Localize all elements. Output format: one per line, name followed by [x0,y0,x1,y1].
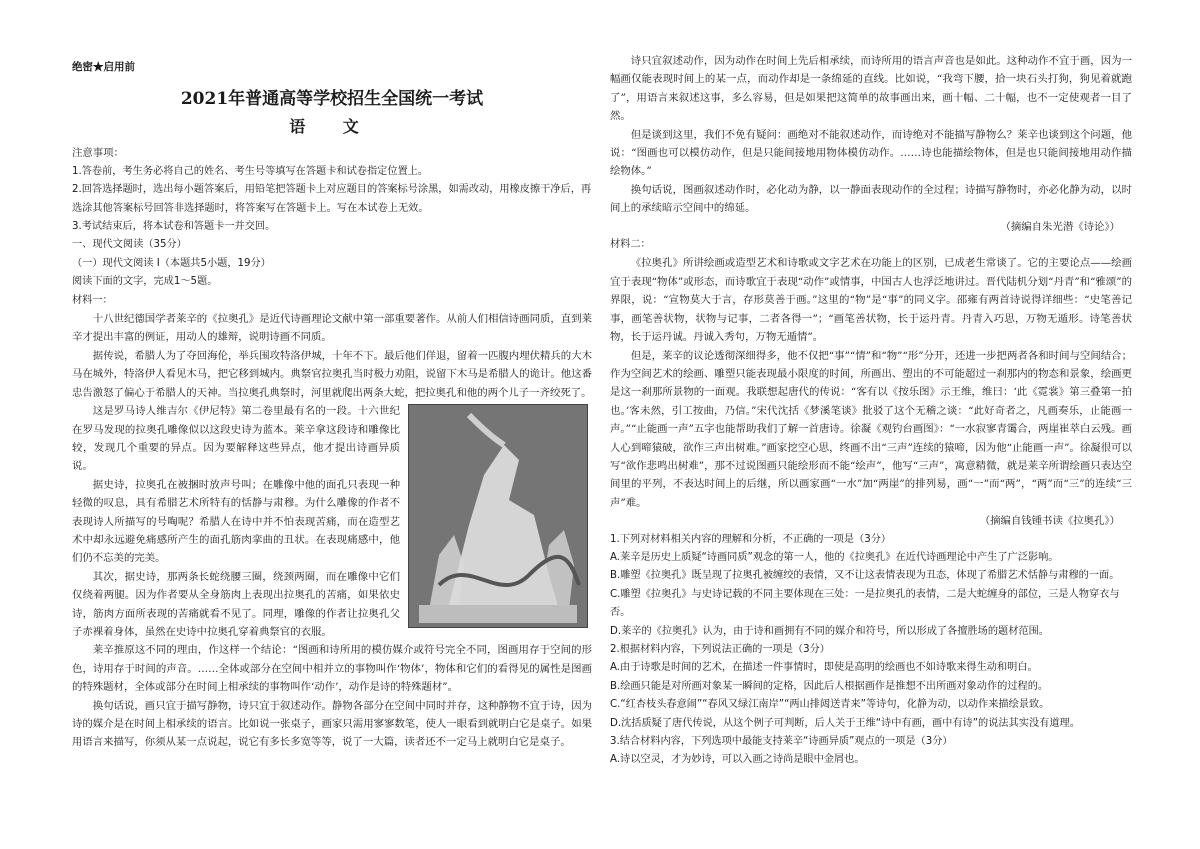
section-heading: 一、现代文阅读（35分） [72,239,187,251]
paragraph: 莱辛推原这不同的理由，作这样一个结论：“图画和诗所用的模仿媒介或符号完全不同，图画用存于空间的形色，诗用存于时间的声音。……全体或部分在空间中相并立的事物叫作‘物体’，物体和它们的看得见的属性是图画的特殊题材，全体或部分在时间上相承续的事物叫作‘动作’，动作是诗的特殊题材”。 [72,644,592,694]
question-stem: 3.结合材料内容，下列选项中最能支持莱辛“诗画异质”观点的一项是（3分） [610,736,953,748]
right-column [610,52,1132,770]
reading-instruction: 阅读下面的文字，完成1～5题。 [72,276,218,288]
question-option: D.沈括质疑了唐代传说，从这个例子可判断，后人关于王维“诗中有画，画中有诗”的说法其实没有道理。 [610,717,1080,729]
paragraph: 据传说，希腊人为了夺回海伦，举兵围攻特洛伊城，十年不下。最后他们佯退，留着一匹腹内埋伏精兵的大木马在城外，特洛伊人看见木马，把它移到城内。典祭官拉奥孔当时极力劝阻，说留下木马是希腊人的诡计。他这番忠告激怒了偏心于希腊人的天神。当拉奥孔典祭时，河里就爬出两条大蛇，把拉奥孔和他的两个儿子一齐绞死了。 [72,349,592,399]
paragraph: 其次，据史诗，那两条长蛇绕腰三圈，绕颈两圈，而在雕像中它们仅绕着两腿。因为作者要从全身筋肉上表现出拉奥孔的苦痛，如果依史诗，筋肉方面所表现的苦痛就看不见了。同理，雕像的作者让拉奥孔父子赤裸着身体，虽然在史诗中拉奥孔穿着典祭官的衣服。 [72,570,400,638]
paragraph: 《拉奥孔》所讲绘画或造型艺术和诗歌或文字艺术在功能上的区别，已成老生常谈了。它的主要论点——绘画宜于表现“物体”或形态，而诗歌宜于表现“动作”或情事，中国古人也浮泛地讲过。晋代陆机分划“丹青”和“雅颂”的界限，说：“宣物莫大于言，存形莫善于画。”这里的“物”是“事”的同义字。邵雍有两首诗说得详细些：“史笔善记事，画笔善状物，状物与记事，二者各得一”；“画笔善状物，长于运丹青。丹青入巧思，万物无遁形。诗笔善状物，长于运丹诚。丹诚入秀句，万物无遁情”。 [610,257,1132,344]
question-option: C.雕塑《拉奥孔》与史诗记载的不同主要体现在三处：一是拉奥孔的表情，二是大蛇缠身的部位，三是人物穿衣与否。 [610,588,1120,619]
subject-title: 语 文 [289,117,375,137]
laocoon-statue-image [408,404,588,628]
paragraph: 换句话说，图画叙述动作时，必化动为静，以一静面表现动作的全过程；诗描写静物时，亦必化静为动，以时间上的承续暗示空间中的绵延。 [610,183,1132,215]
question-option: B.绘画只能是对所画对象某一瞬间的定格，因此后人根据画作是推想不出所画对象动作的过程的。 [610,680,1049,692]
statue-photo-icon [409,405,587,627]
paragraph: 换句话说，画只宜于描写静物，诗只宜于叙述动作。静物各部分在空间中同时并存，这种静物不宜于诗，因为诗的媒介是在时间上相承续的语言。比如说一张桌子，画家只需用寥寥数笔，使人一眼看到就明白它是桌子。如果用语言来描写，你须从某一点说起，说它有多长多宽等等，说了一大篇，读者还不一定马上就明白它是桌子。 [72,699,592,749]
note-item: 3.考试结束后，将本试卷和答题卡一并交回。 [72,221,276,233]
question-stem: 1.下列对材料相关内容的理解和分析，不正确的一项是（3分） [610,533,892,545]
question-option: B.雕塑《拉奥孔》既呈现了拉奥孔被缠绞的表情，又不让这表情表现为丑态，体现了希腊艺术恬静与肃穆的一面。 [610,570,1120,582]
question-option: A.由于诗歌是时间的艺术，在描述一件事情时，即使是高明的绘画也不如诗歌来得生动和明白。 [610,662,1038,674]
material-label: 材料二： [610,239,651,251]
paragraph: 据史诗，拉奥孔在被捆时放声号叫；在雕像中他的面孔只表现一种轻微的叹息，具有希腊艺术所特有的恬静与肃穆。为什么雕像的作者不表现诗人所描写的号啕呢？希腊人在诗中并不怕表现苦痛，而在造型艺术中却永远避免痛感所产生的面孔筋肉挛曲的丑状。在表现痛感中，他们仍不忘美的完美。 [72,478,400,565]
question-option: A.莱辛是历史上质疑“诗画同质”观念的第一人，他的《拉奥孔》在近代诗画理论中产生了广泛影响。 [610,551,1059,563]
paragraph: 诗只宜叙述动作，因为动作在时间上先后相承续，而诗所用的语言声音也是如此。这种动作不宜于画，因为一幅画仅能表现时间上的某一点，而动作却是一条绵延的直线。比如说，“我弯下腰，拾一块石头打狗，狗见着就跑了”，用语言来叙述这事，多么容易，但是如果把这简单的故事画出来，画十幅、二十幅，也不一定使观者一目了然。 [610,55,1132,123]
question-option: A.诗以空灵，才为妙诗，可以入画之诗尚是眼中金屑也。 [610,754,865,766]
question-stem: 2.根据材料内容，下列说法正确的一项是（3分） [610,644,830,655]
source-citation: （摘编自钱锺书读《拉奥孔》） [979,515,1120,528]
question-option: D.莱辛的《拉奥孔》认为，由于诗和画拥有不同的媒介和符号，所以形成了各擅胜场的题材范围。 [610,625,1049,637]
left-column [72,58,592,752]
question-option: C.“红杏枝头春意闹”“春风又绿江南岸”“两山排闼送青来”等诗句，化静为动，以动作来描绘景致。 [610,699,1050,711]
source-citation: （摘编自朱光潜《诗论》） [1000,220,1120,233]
notes-heading: 注意事项： [72,147,124,160]
confidential-mark: 绝密★启用前 [72,61,135,73]
subsection-heading: （一）现代文阅读 I（本题共5小题，19分） [72,257,271,269]
paragraph: 但是，莱辛的议论透彻深细得多，他不仅把“事”“情”和“物”“形”分开，还进一步把两者各和时间与空间结合；作为空间艺术的绘画、雕塑只能表现最小限度的时间，所画出、塑出的不可能超过一刹那内的物态和景象，绘画更是这一刹那所景物的一面观。我联想起唐代的传说：“客有以《按乐图》示王维，维曰：‘此《霓裳》第三叠第一拍也。’客未然，引工按曲，乃信。”宋代沈括《梦溪笔谈》批驳了这个无稽之谈：“此好奇者之，凡画奏乐，止能画一声。”“止能画一声”五字也能帮助我们了解一首唐诗。徐凝《观钓台画图》：“一水寂寥青霭合，两崖崔萃白云残。画人心到啼猿破，欲作三声出树难。”画家挖空心思，终画不出“三声”连续的猿啼，因为他“止能画一声”。徐凝很可以写“欲作悲鸣出树难”，那不过说图画只能绘形而不能“绘声”，他写“三声”，寓意精微，就是莱辛所谓绘画只表达空间里的平列，不表达时间上的后继，所以画家画“一水”加“两崖”的排列易，画“一”而“两”，“两”而“三”的连续“三声”难。 [610,349,1132,509]
note-item: 2.回答选择题时，选出每小题答案后，用铅笔把答题卡上对应题目的答案标号涂黑，如需改动，用橡皮擦干净后，再选涂其他答案标号回答非选择题时，将答案写在答题卡上。写在本试卷上无效。 [72,184,592,214]
paragraph: 十八世纪德国学者莱辛的《拉奥孔》是近代诗画理论文献中第一部重要著作。从前人们相信诗画同质，直到莱辛才提出丰富的例证，用动人的雄辩，说明诗画不同质。 [72,313,592,344]
paragraph: 但是谈到这里，我们不免有疑问：画绝对不能叙述动作，而诗绝对不能描写静物么？莱辛也谈到这个问题，他说：“图画也可以模仿动作，但是只能间接地用物体模仿动作。……诗也能描绘物体，但是也只能间接地用动作描绘物体。” [610,128,1132,178]
material-label: 材料一： [72,294,113,306]
exam-title: 2021年普通高等学校招生全国统一考试 [180,89,484,110]
image-wrap [72,402,592,641]
note-item: 1.答卷前，考生务必将自己的姓名、考生号等填写在答题卡和试卷指定位置上。 [72,165,429,177]
paragraph: 这是罗马诗人维吉尔《伊尼特》第二卷里最有名的一段。十六世纪在罗马发现的拉奥孔雕像似以这段史诗为蓝本。莱辛拿这段诗和雕像比较，发现几个重要的异点。因为要解释这些异点，他才提出诗画异质说。 [72,405,400,473]
